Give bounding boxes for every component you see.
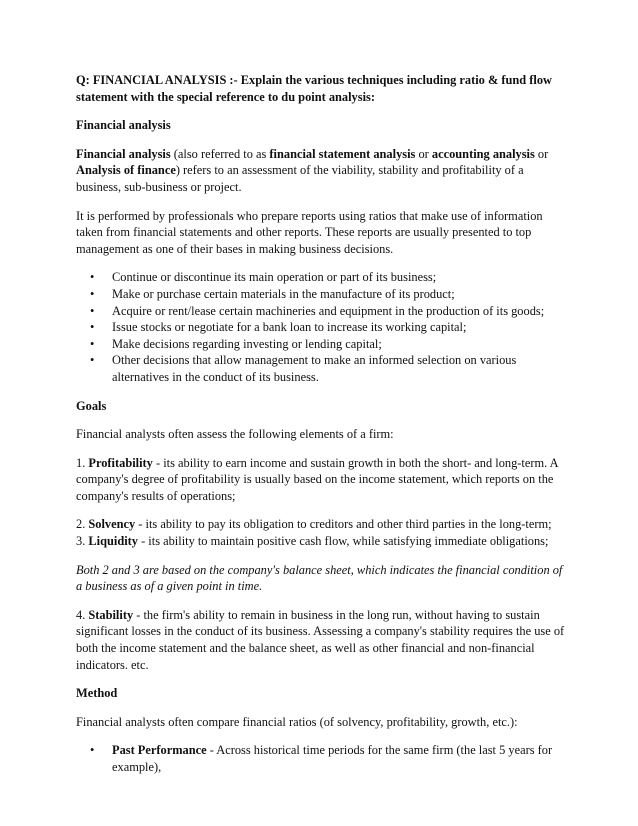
goal-text: - the firm's ability to remain in business in the long run, without having to sustain significant losses in the conduct of its business. Assessing a company's stability requires the use of both the income statement and the balance sheet, as well as other financial and non-financial indicators. etc. [76, 607, 565, 672]
def-text-1: (also referred to as [170, 146, 270, 161]
def-text-4: ) refers to an assessment of the viability, stability and profitability of a business, sub-business or project. [76, 163, 524, 194]
term-financial-analysis: Financial analysis [76, 146, 171, 161]
italic-note: Both 2 and 3 are based on the company's balance sheet, which indicates the financial condition of a business as of a given point in time. [76, 562, 563, 594]
goal-solvency [76, 516, 566, 533]
goal-term: Profitability [88, 455, 153, 470]
def-text-2: or [415, 146, 432, 161]
list-item: • Acquire or rent/lease certain machineries and equipment in the production of its goods; [76, 303, 566, 320]
list-item: • Make decisions regarding investing or lending capital; [76, 336, 566, 353]
heading-financial-analysis: Financial analysis [76, 118, 171, 133]
definition-paragraph [76, 146, 566, 196]
performed-paragraph: It is performed by professionals who prepare reports using ratios that make use of information taken from financial statements and other reports. These reports are usually presented to top management as one of their bases in making business decisions. [76, 208, 543, 256]
goal-text: - its ability to earn income and sustain growth in both the short- and long-term. A company's degree of profitability is usually based on the income statement, which reports on the company's results of operations; [76, 455, 558, 503]
goal-term: Solvency [88, 517, 136, 532]
goal-liquidity [76, 533, 566, 550]
goal-number: 3. [76, 534, 89, 549]
method-list [76, 742, 566, 775]
goal-text: - its ability to pay its obligation to creditors and other third parties in the long-term; [135, 517, 552, 532]
method-intro: Financial analysts often compare financial ratios (of solvency, profitability, growth, etc.): [76, 714, 518, 729]
method-text: - Across historical time periods for the same firm (the last 5 years for example), [112, 743, 553, 774]
goal-term: Liquidity [88, 534, 138, 549]
list-item [76, 742, 566, 775]
list-item: • Continue or discontinue its main operation or part of its business; [76, 269, 566, 286]
decision-list [76, 269, 566, 385]
def-text-3: or [534, 146, 549, 161]
goal-term: Stability [88, 607, 134, 622]
term-accounting-analysis: accounting analysis [431, 146, 535, 161]
list-item: • Make or purchase certain materials in the manufacture of its product; [76, 286, 566, 303]
heading-method: Method [76, 686, 118, 701]
goal-text: - its ability to maintain positive cash flow, while satisfying immediate obligations; [137, 534, 549, 549]
goal-stability [76, 607, 566, 673]
list-item: • Issue stocks or negotiate for a bank loan to increase its working capital; [76, 319, 566, 336]
question-heading: Q: FINANCIAL ANALYSIS :- Explain the various techniques including ratio & fund flow statement with the special reference to du point analysis: [76, 73, 552, 104]
goal-number: 4. [76, 607, 89, 622]
goals-intro: Financial analysts often assess the following elements of a firm: [76, 427, 394, 442]
term-analysis-of-finance: Analysis of finance [76, 163, 176, 178]
list-item: • Other decisions that allow management to make an informed selection on various alternatives in the conduct of its business. [76, 352, 566, 385]
document-page [76, 72, 566, 788]
method-term: Past Performance [112, 743, 207, 758]
heading-goals: Goals [76, 398, 107, 413]
goal-number: 2. [76, 517, 89, 532]
term-financial-statement-analysis: financial statement analysis [269, 146, 416, 161]
goal-profitability [76, 455, 566, 505]
goal-number: 1. [76, 455, 89, 470]
